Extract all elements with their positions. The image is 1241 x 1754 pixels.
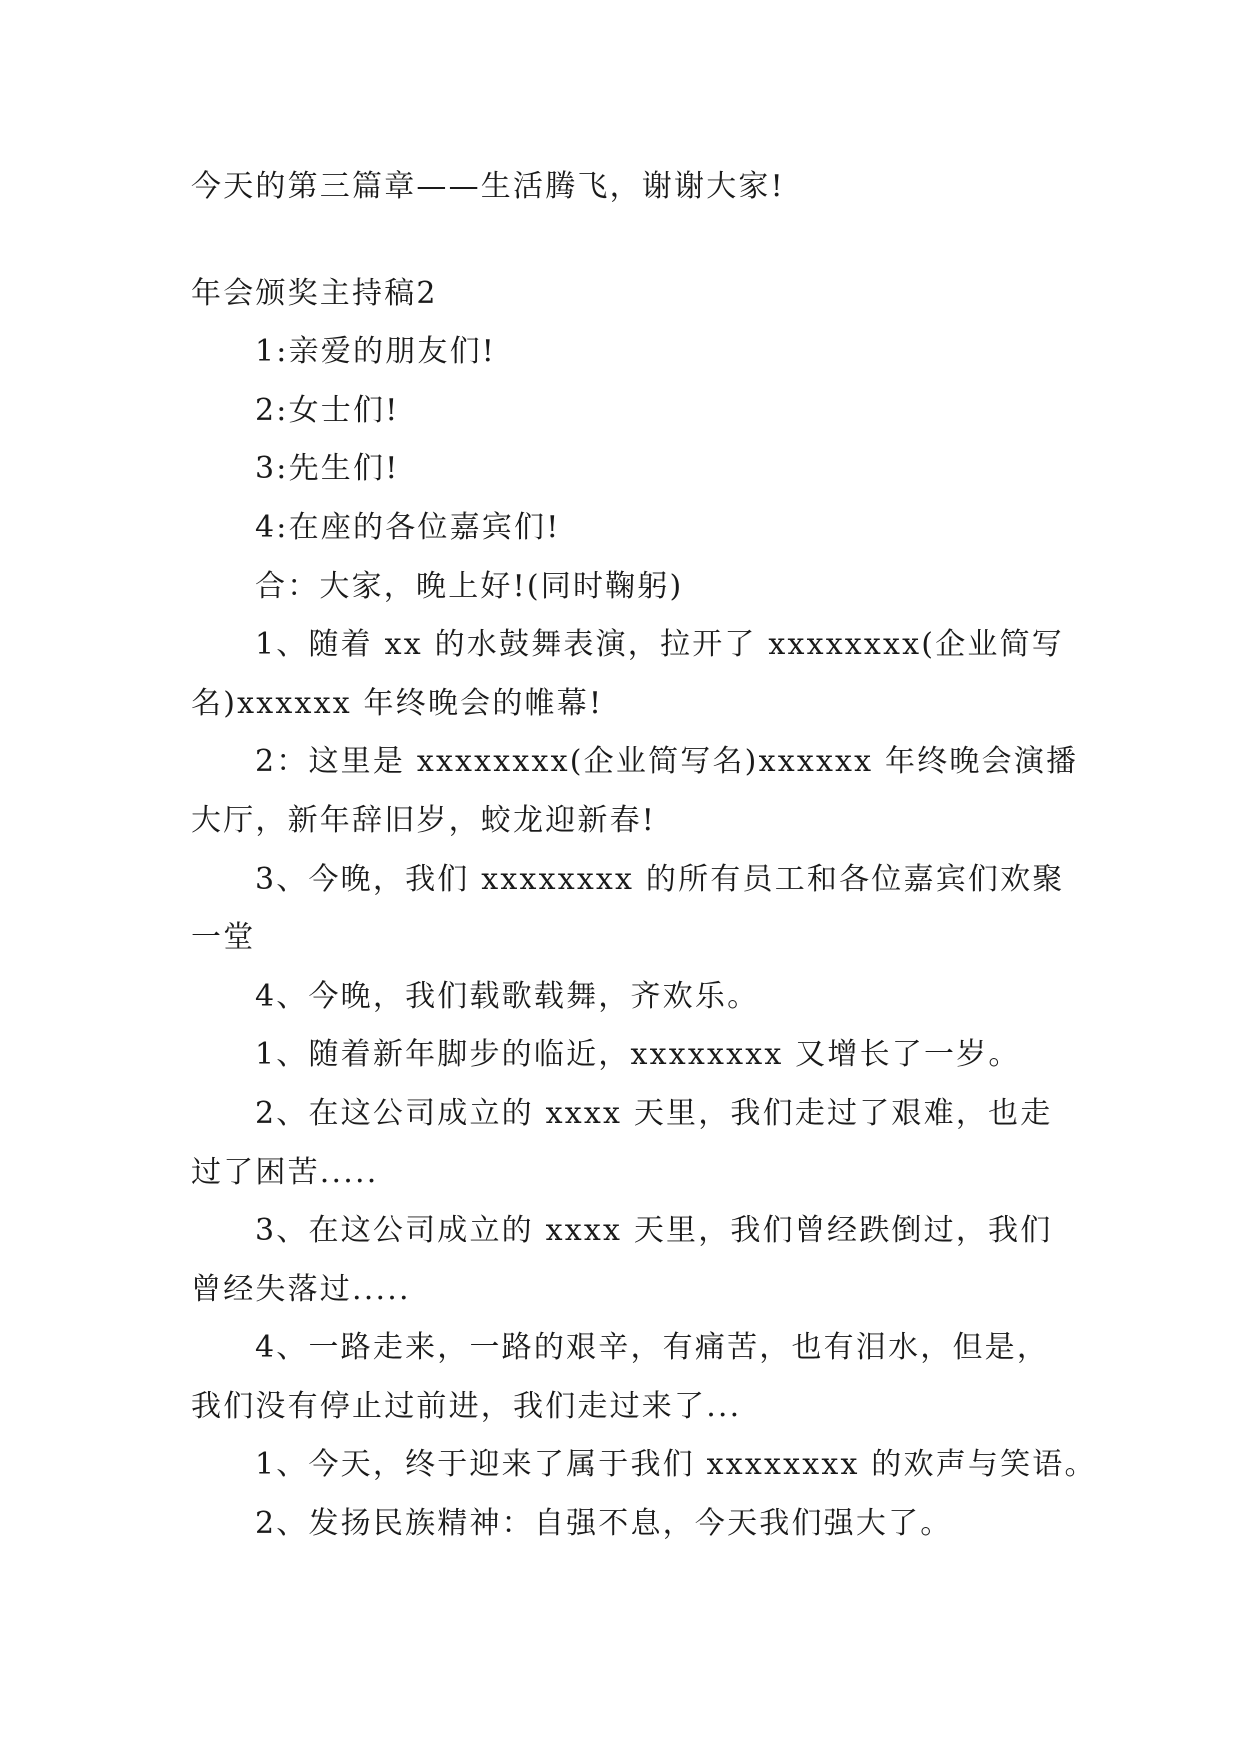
paragraph-line: 2：这里是 xxxxxxxx(企业简写名)xxxxxx 年终晚会演播 — [255, 744, 1079, 780]
paragraph-line: 1:亲爱的朋友们! — [255, 334, 497, 370]
paragraph-line: 2、发扬民族精神：自强不息，今天我们强大了。 — [255, 1506, 953, 1542]
paragraph-line: 4、今晚，我们载歌载舞，齐欢乐。 — [255, 978, 760, 1014]
paragraph-line: 2:女士们! — [255, 392, 400, 428]
paragraph-continuation: 曾经失落过..... — [191, 1271, 411, 1307]
paragraph-line: 合：大家，晚上好!(同时鞠躬) — [255, 568, 684, 604]
paragraph-continuation: 过了困苦..... — [191, 1154, 379, 1190]
paragraph-line: 1、今天，终于迎来了属于我们 xxxxxxxx 的欢声与笑语。 — [255, 1447, 1097, 1483]
paragraph-continuation: 名)xxxxxx 年终晚会的帷幕! — [191, 685, 604, 721]
document-body — [191, 158, 1097, 1554]
paragraph-line: 4:在座的各位嘉宾们! — [255, 509, 561, 545]
paragraph-continuation: 我们没有停止过前进，我们走过来了... — [191, 1388, 742, 1424]
paragraph-continuation: 一堂 — [191, 920, 256, 956]
paragraph-line: 3、在这公司成立的 xxxx 天里，我们曾经跌倒过，我们 — [255, 1213, 1053, 1249]
section-gap — [191, 217, 1059, 265]
paragraph-line: 4、一路走来，一路的艰辛，有痛苦，也有泪水，但是， — [255, 1330, 1050, 1366]
closing-line: 今天的第三篇章——生活腾飞，谢谢大家! — [191, 169, 785, 204]
paragraph-line: 3:先生们! — [255, 451, 400, 487]
paragraph-line: 2、在这公司成立的 xxxx 天里，我们走过了艰难，也走 — [255, 1095, 1053, 1131]
paragraph-continuation: 大厅，新年辞旧岁，蛟龙迎新春! — [191, 802, 657, 838]
paragraph-line: 3、今晚，我们 xxxxxxxx 的所有员工和各位嘉宾们欢聚 — [255, 861, 1065, 897]
paragraph-line: 1、随着 xx 的水鼓舞表演，拉开了 xxxxxxxx(企业简写 — [255, 627, 1064, 663]
section-title: 年会颁奖主持稿2 — [191, 275, 438, 311]
paragraph-line: 1、随着新年脚步的临近，xxxxxxxx 又增长了一岁。 — [255, 1037, 1021, 1073]
